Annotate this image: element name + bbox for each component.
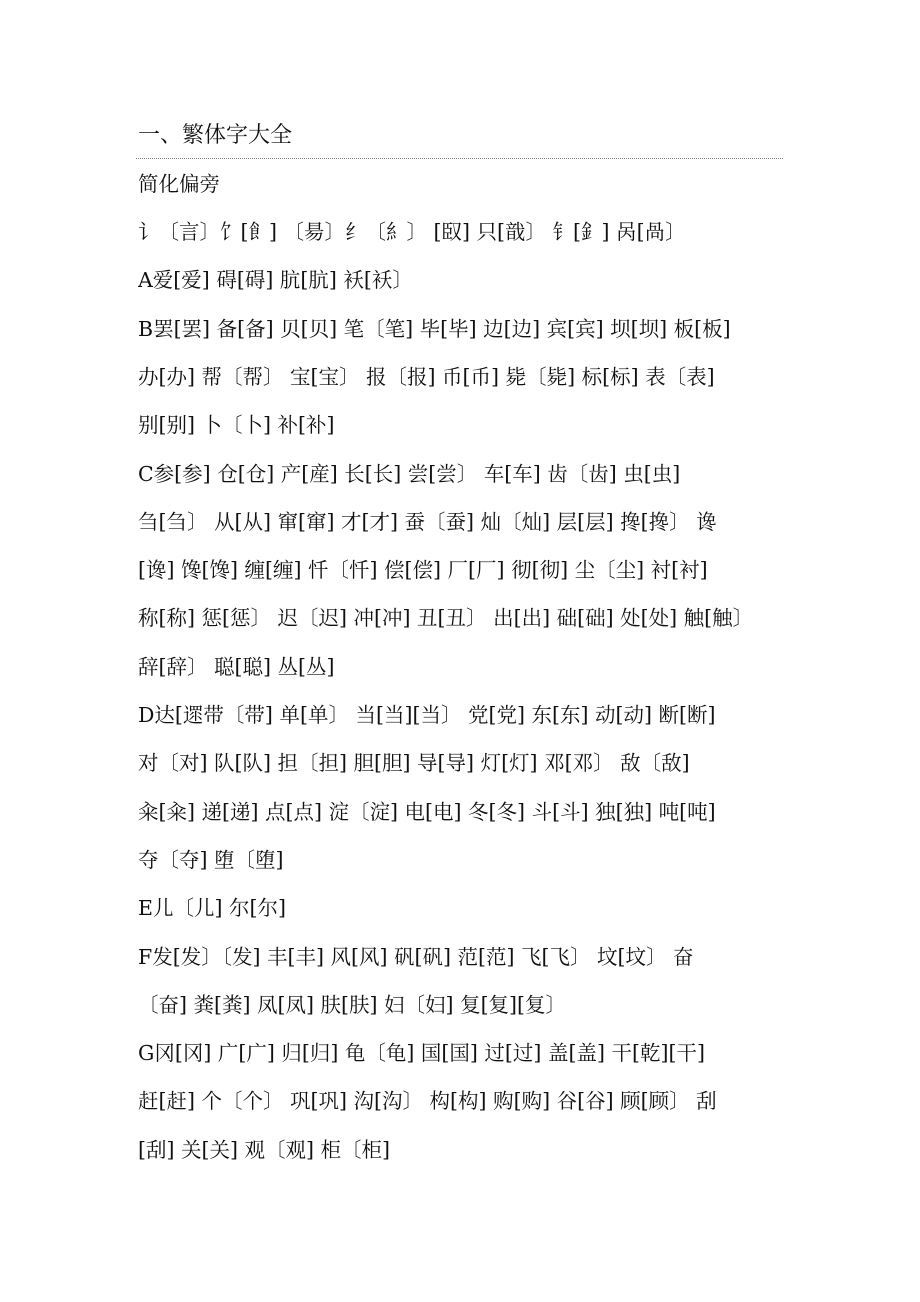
text-line: F发[发〕〔发] 丰[丰] 风[风] 矾[矾] 范[范] 飞[飞〕 坟[坟〕 奋	[138, 945, 694, 969]
text-line: E儿〔儿] 尔[尔]	[138, 896, 286, 920]
text-line: 办[办] 帮〔帮〕 宝[宝〕 报〔报] 币[币] 毙〔毙] 标[标] 表〔表]	[138, 365, 715, 389]
text-line: 赶[赶] 个〔个〕 巩[巩] 沟[沟〕 构[构] 购[购] 谷[谷] 顾[顾〕 刮	[138, 1089, 717, 1113]
text-line: 辞[辞〕 聪[聪] 丛[丛]	[138, 655, 335, 679]
text-line: C参[参] 仓[仓] 产[産] 长[长] 尝[尝〕 车[车] 齿〔齿] 虫[虫]	[138, 462, 681, 486]
text-line: 别[别] 卜〔卜] 补[补]	[138, 413, 335, 437]
text-line: A爱[爱] 碍[碍] 肮[肮] 袄[袄〕	[138, 268, 413, 292]
page-title: 一、繁体字大全	[138, 123, 293, 148]
divider	[136, 158, 783, 159]
text-line: 讠〔言〕饣[飠] 〔昜〕纟〔糹〕 [臤] 只[戠〕 钅[釒] 呙[咼〕	[138, 220, 686, 244]
text-line: B罢[罢] 备[备] 贝[贝] 笔〔笔] 毕[毕] 边[边] 宾[宾] 坝[坝] 板[板]	[138, 317, 731, 341]
text-line: [刮] 关[关] 观〔观] 柜〔柜]	[138, 1138, 391, 1162]
text-line: 刍[刍〕 从[从] 窜[窜] 才[才] 蚕〔蚕] 灿〔灿] 层[层] 搀[搀〕 谗	[138, 510, 717, 534]
text-line: 称[称] 惩[惩〕 迟〔迟] 冲[冲] 丑[丑〕 出[出] 础[础] 处[处] 触[触〕	[138, 606, 754, 630]
text-line: D达[遝带〔带] 单[单〕 当[当][当〕 党[党] 东[东] 动[动] 断[断]	[138, 703, 716, 727]
section-heading: 简化偏旁	[138, 172, 220, 196]
text-line: 对〔对] 队[队] 担〔担] 胆[胆] 导[导] 灯[灯] 邓[邓〕 敌〔敌]	[138, 751, 690, 775]
text-line: 〔奋] 粪[粪] 凤[凤] 肤[肤] 妇〔妇] 复[复][复〕	[138, 993, 567, 1017]
text-line: 籴[籴] 递[递] 点[点] 淀〔淀] 电[电] 冬[冬] 斗[斗] 独[独] 吨[吨]	[138, 800, 716, 824]
text-line: [谗] 馋[馋] 缠[缠] 忏〔忏] 偿[偿] 厂[厂] 彻[彻] 尘〔尘] 衬[衬]	[138, 558, 708, 582]
text-line: 夺〔夺] 堕〔堕]	[138, 848, 284, 872]
text-line: G冈[冈] 广[广] 归[归] 龟〔龟] 国[国] 过[过] 盖[盖] 干[乾][干]	[138, 1041, 705, 1065]
